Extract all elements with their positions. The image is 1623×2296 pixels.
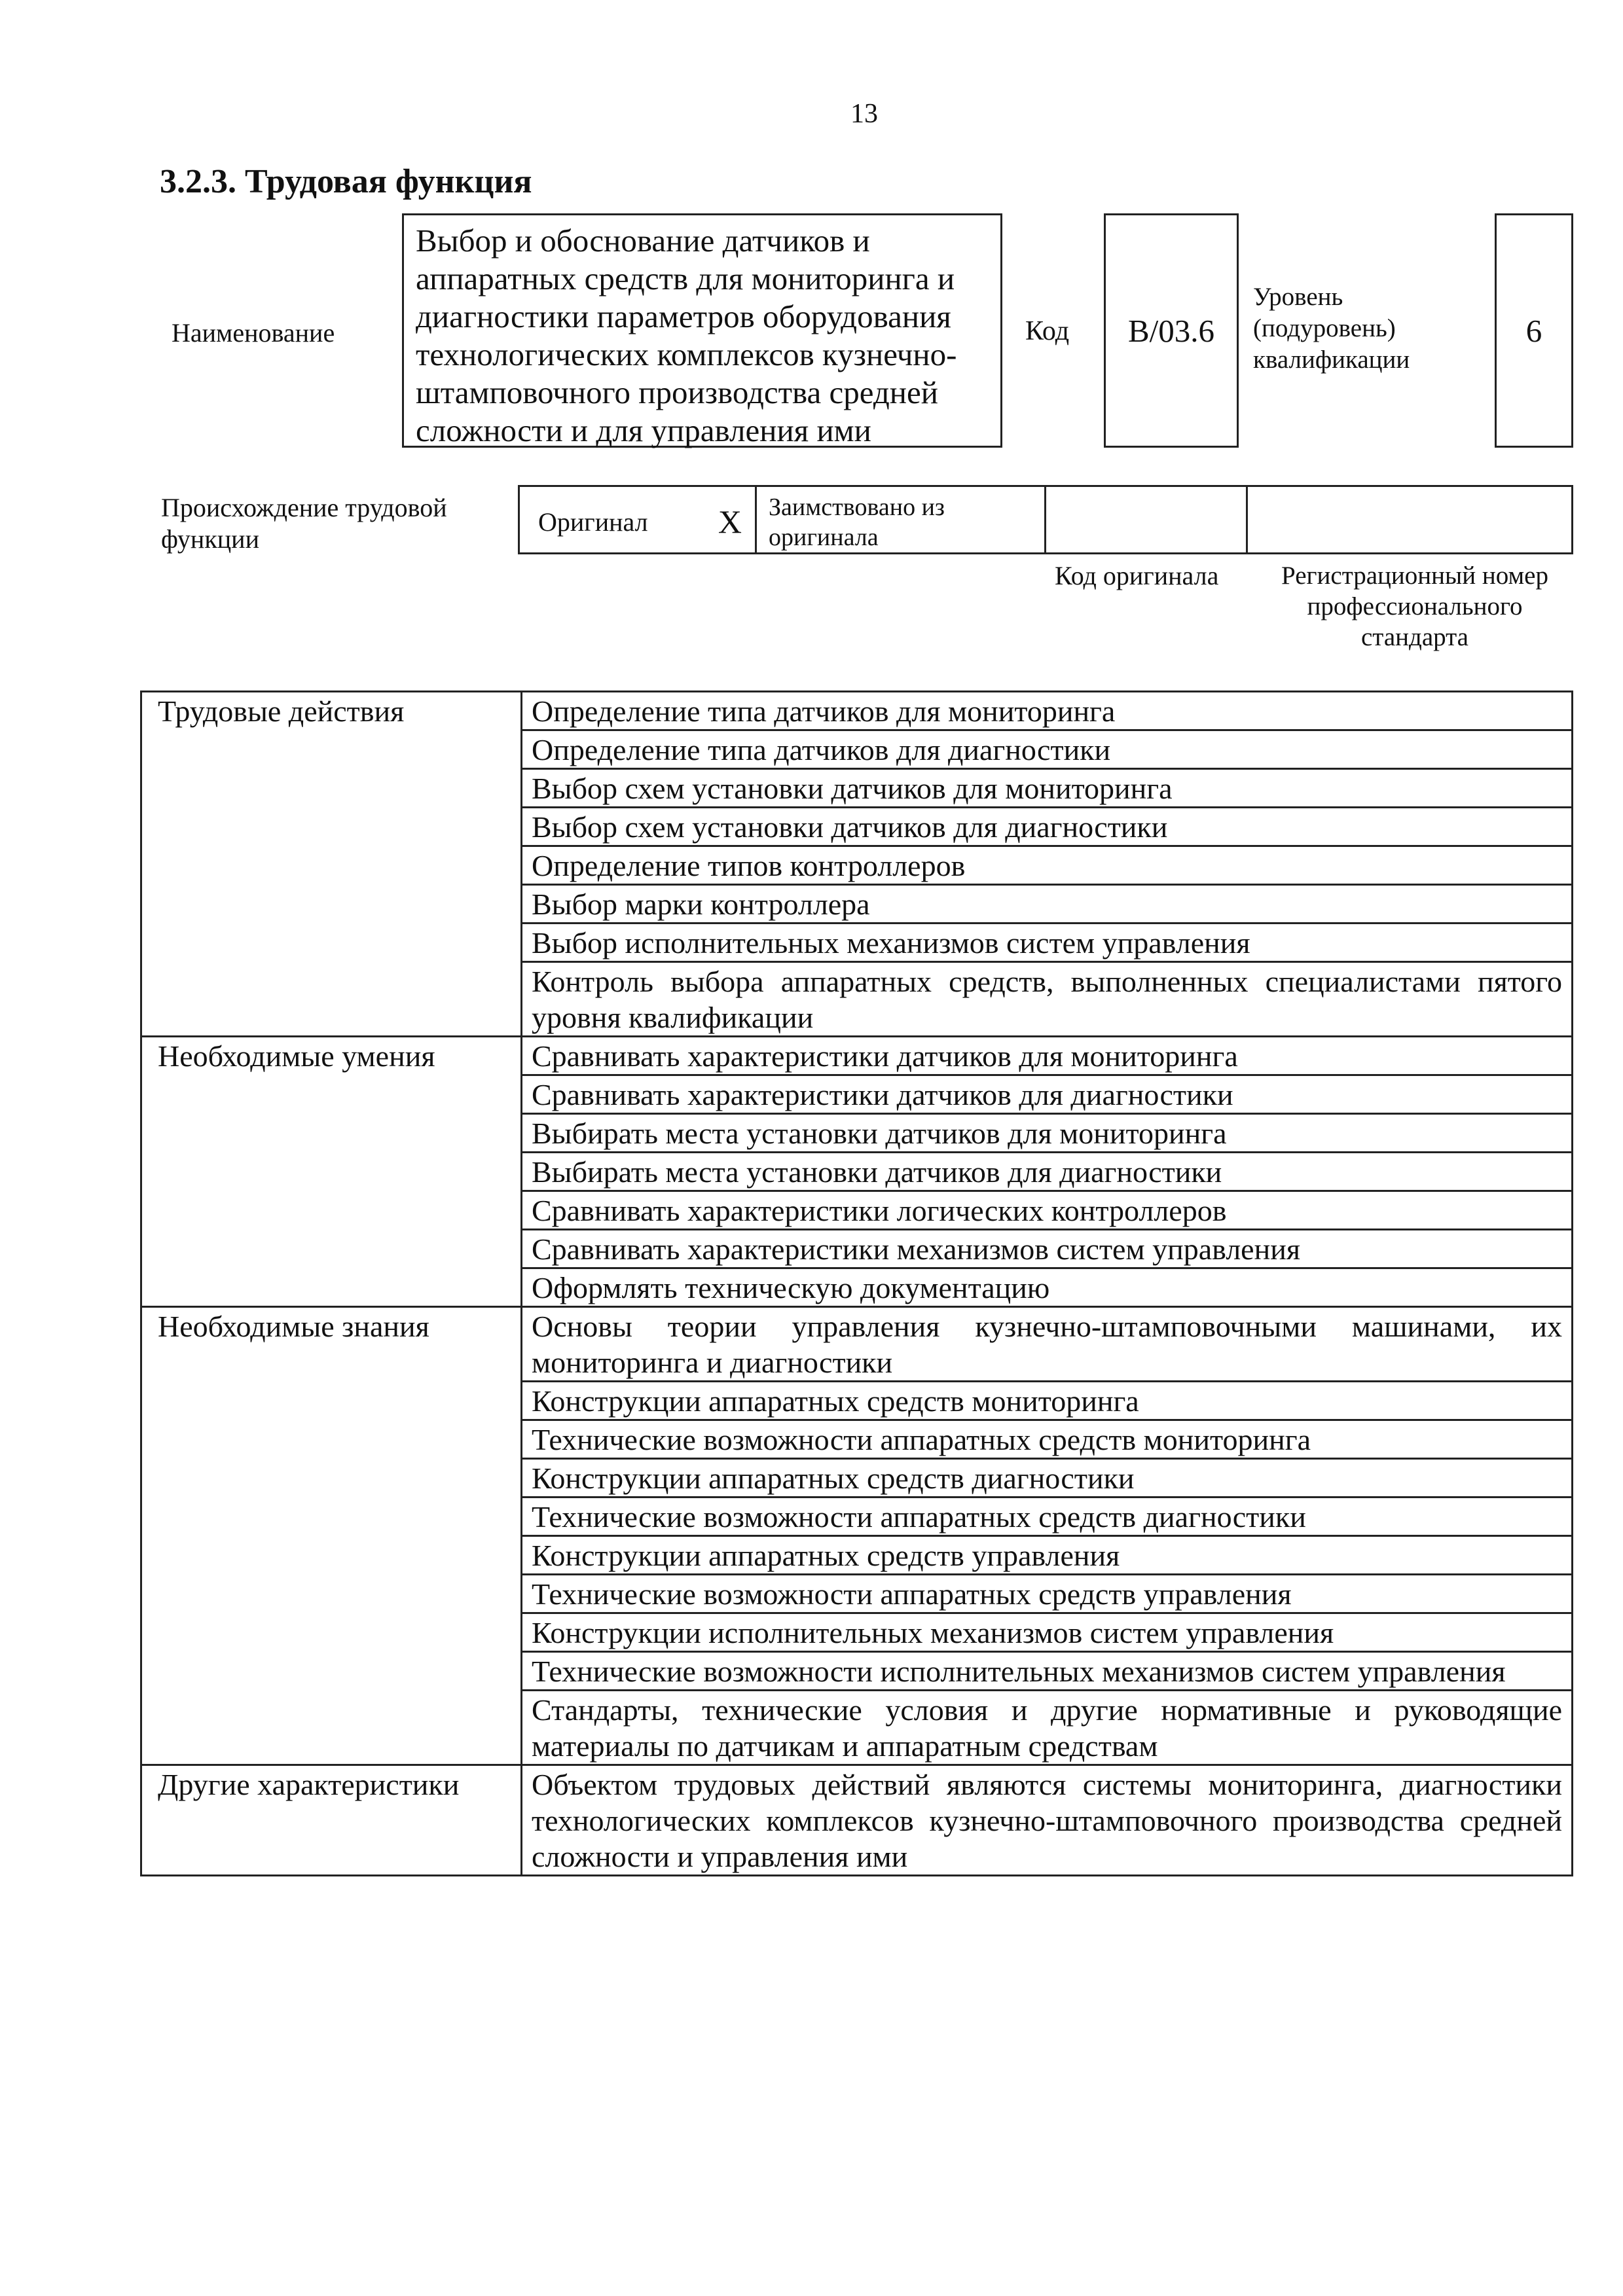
item-cell: Определение типов контроллеров	[522, 846, 1573, 885]
origin-label-text: Происхождение трудовой функции	[161, 493, 447, 554]
item-cell: Стандарты, технические условия и другие нормативные и руководящие материалы по датчикам и аппаратным средствам	[522, 1691, 1573, 1765]
section-title: 3.2.3. Трудовая функция	[160, 163, 532, 200]
origin-caption-reg: Регистрационный номер профессионального стандарта	[1281, 562, 1548, 651]
table-row	[141, 1037, 1573, 1075]
item-cell: Выбор схем установки датчиков для мониторинга	[522, 769, 1573, 808]
origin-original-cell	[520, 487, 757, 552]
item-cell: Технические возможности исполнительных механизмов систем управления	[522, 1652, 1573, 1691]
origin-borrowed-cell	[757, 487, 1046, 552]
item-cell: Объектом трудовых действий являются системы мониторинга, диагностики технологических комплексов кузнечно-штамповочного производства средней сложности и управления ими	[522, 1765, 1573, 1876]
code-value-box	[1104, 213, 1239, 448]
item-cell: Выбирать места установки датчиков для мониторинга	[522, 1114, 1573, 1153]
function-details-body	[141, 692, 1573, 1876]
page-number: 13	[850, 99, 878, 129]
origin-caption-code: Код оригинала	[1055, 561, 1219, 590]
name-label: Наименование	[172, 318, 335, 348]
item-cell: Технические возможности аппаратных средств управления	[522, 1575, 1573, 1613]
item-cell: Сравнивать характеристики датчиков для мониторинга	[522, 1037, 1573, 1075]
category-cell: Другие характеристики	[141, 1765, 522, 1876]
item-cell: Технические возможности аппаратных средств диагностики	[522, 1498, 1573, 1536]
function-name-box: Выбор и обоснование датчиков и аппаратных средств для мониторинга и диагностики параметров оборудования технологических комплексов кузнечно-штамповочного производства средней сложности и для управления ими	[402, 213, 1002, 448]
origin-borrowed-label: Заимствовано из оригинала	[769, 493, 945, 551]
item-cell: Выбирать места установки датчиков для диагностики	[522, 1153, 1573, 1191]
item-cell: Выбор марки контроллера	[522, 885, 1573, 924]
code-value: B/03.6	[1127, 312, 1215, 349]
origin-label	[161, 492, 488, 555]
item-cell: Основы теории управления кузнечно-штамповочными машинами, их мониторинга и диагностики	[522, 1307, 1573, 1382]
item-cell: Выбор исполнительных механизмов систем управления	[522, 924, 1573, 962]
qualification-level-label	[1253, 281, 1410, 376]
origin-original-mark: X	[718, 503, 742, 540]
item-cell: Конструкции аппаратных средств управления	[522, 1536, 1573, 1575]
origin-code-cell	[1046, 487, 1248, 552]
item-cell: Оформлять техническую документацию	[522, 1268, 1573, 1307]
category-cell: Необходимые умения	[141, 1037, 522, 1307]
item-cell: Выбор схем установки датчиков для диагностики	[522, 808, 1573, 846]
item-cell: Сравнивать характеристики логических контроллеров	[522, 1191, 1573, 1230]
item-cell: Определение типа датчиков для мониторинга	[522, 692, 1573, 730]
item-cell: Конструкции аппаратных средств мониторинга	[522, 1382, 1573, 1420]
item-cell: Определение типа датчиков для диагностики	[522, 730, 1573, 769]
origin-reg-number-cell	[1248, 487, 1571, 552]
qualification-level-box	[1495, 213, 1573, 448]
code-label: Код	[1025, 316, 1070, 346]
level-value: 6	[1525, 312, 1542, 349]
table-row	[141, 1765, 1573, 1876]
table-row	[141, 1307, 1573, 1382]
function-details-table	[140, 691, 1573, 1876]
item-cell: Конструкции исполнительных механизмов систем управления	[522, 1613, 1573, 1652]
origin-original-label: Оригинал	[538, 507, 648, 537]
item-cell: Сравнивать характеристики датчиков для диагностики	[522, 1075, 1573, 1114]
level-label-text: Уровень (подуровень) квалификации	[1253, 283, 1410, 374]
origin-table	[518, 485, 1573, 554]
item-cell: Конструкции аппаратных средств диагностики	[522, 1459, 1573, 1498]
item-cell: Сравнивать характеристики механизмов систем управления	[522, 1230, 1573, 1268]
category-cell: Необходимые знания	[141, 1307, 522, 1765]
category-cell: Трудовые действия	[141, 692, 522, 1037]
table-row	[141, 692, 1573, 730]
item-cell: Контроль выбора аппаратных средств, выполненных специалистами пятого уровня квалификации	[522, 962, 1573, 1037]
item-cell: Технические возможности аппаратных средств мониторинга	[522, 1420, 1573, 1459]
